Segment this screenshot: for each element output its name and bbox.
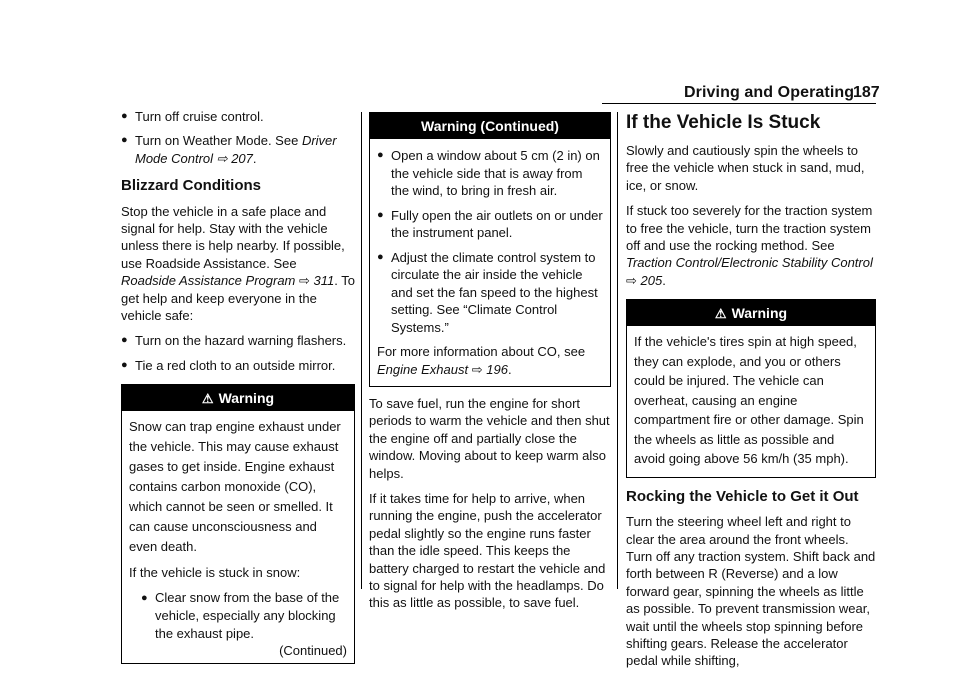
- warning-triangle-icon: ⚠: [714, 306, 727, 322]
- paragraph: For more information about CO, see Engine Exhaust ⇨ 196.: [377, 344, 586, 377]
- page-ref-number[interactable]: 196: [486, 361, 508, 377]
- warning-header: ⚠ Warning: [627, 300, 875, 326]
- column-divider: [617, 112, 618, 589]
- page-ref-number[interactable]: 205: [640, 272, 663, 288]
- column-2: [369, 112, 611, 620]
- bullet-icon: ●: [121, 334, 128, 347]
- warning-header: ⚠ Warning: [122, 385, 354, 411]
- warning-body: [122, 411, 354, 663]
- bullet-icon: ●: [121, 110, 128, 122]
- section-heading: Blizzard Conditions: [121, 177, 261, 195]
- bullet-icon: ●: [141, 592, 148, 605]
- cross-reference-link[interactable]: Traction Control/Electronic Stability Control: [626, 255, 873, 271]
- warning-body: [627, 326, 875, 477]
- paragraph: Snow can trap engine exhaust under the vehicle. This may cause exhaust gases to get inside. Engine exhaust contains carbon monoxide (CO), which cannot be seen or smelled. It can cause unconsciousness and even death.: [129, 419, 341, 555]
- column-1: [121, 108, 355, 672]
- paragraph: Turn the steering wheel left and right to clear the area around the front wheels. Turn off any traction system. Shift back and forth between R (Reverse) and a low forward gear, spinning the wheels as little as possible. To prevent transmission wear, wait until the wheels stop spinning before shifting gears. Release the accelerator pedal while shifting,: [626, 514, 876, 669]
- page-ref-icon: ⇨: [626, 272, 637, 288]
- cross-reference-link[interactable]: Driver Mode Control: [135, 133, 337, 166]
- list-item: ● Turn off cruise control.: [121, 109, 264, 124]
- section-title: If the Vehicle Is Stuck: [626, 112, 821, 133]
- header-rule: [602, 103, 876, 104]
- bullet-icon: ●: [377, 250, 384, 263]
- paragraph: If stuck too severely for the traction system to free the vehicle, turn the traction system off and use the rocking method. See Traction Control/Electronic Stability Control ⇨ 205.: [626, 203, 873, 288]
- warning-header: Warning (Continued): [370, 113, 610, 139]
- warning-box: [369, 112, 611, 387]
- page-ref-icon: ⇨: [216, 150, 228, 166]
- list-item: ● Turn on the hazard warning flashers.: [121, 333, 347, 349]
- paragraph: Stop the vehicle in a safe place and signal for help. Stay with the vehicle unless there is help nearby. If possible, use Roadside Assistance. See Roadside Assistance Program ⇨ 311. To get help and keep everyone in the vehicle safe:: [121, 203, 355, 324]
- warning-triangle-icon: ⚠: [201, 391, 214, 407]
- bullet-icon: ●: [121, 134, 128, 147]
- section-heading: Rocking the Vehicle to Get it Out: [626, 487, 859, 505]
- bullet-icon: ●: [377, 149, 384, 161]
- list-item: ● Fully open the air outlets on or under the instrument panel.: [377, 207, 603, 240]
- list-item: ● Tie a red cloth to an outside mirror.: [121, 357, 336, 373]
- warning-box: [626, 299, 876, 478]
- page-ref-number[interactable]: 311: [313, 273, 335, 289]
- list-item: ● Open a window about 5 cm (2 in) on the vehicle side that is away from the wind, to bring in fresh air.: [377, 148, 600, 198]
- column-divider: [361, 112, 362, 589]
- paragraph: Slowly and cautiously spin the wheels to free the vehicle when stuck in sand, mud, ice, or snow.: [626, 143, 865, 193]
- page-ref-icon: ⇨: [471, 361, 483, 377]
- paragraph: If it takes time for help to arrive, when running the engine, push the accelerator pedal slightly so the engine runs faster than the idle speed. This keeps the battery charged to restart the vehicle and to signal for help with the headlamps. Do this as little as possible, to save fuel.: [369, 491, 606, 611]
- cross-reference-link[interactable]: Engine Exhaust: [377, 361, 469, 377]
- bullet-icon: ●: [377, 208, 384, 221]
- column-3: [626, 112, 876, 678]
- paragraph: To save fuel, run the engine for short periods to warm the vehicle and then shut the engine off and partially close the window. Moving about to keep warm also helps.: [369, 396, 610, 481]
- bullet-icon: ●: [121, 358, 128, 371]
- list-item: ● Clear snow from the base of the vehicle, especially any blocking the exhaust pipe.: [141, 590, 340, 642]
- warning-body: [370, 139, 610, 386]
- paragraph: If the vehicle is stuck in snow:: [129, 565, 301, 581]
- cross-reference-link[interactable]: Roadside Assistance Program: [121, 273, 296, 289]
- list-item: ● Adjust the climate control system to circulate the air inside the vehicle and set the fan speed to the highest setting. See “Climate Control Systems.”: [377, 249, 598, 335]
- continued-label: (Continued): [279, 643, 347, 659]
- section-title: Driving and Operating: [684, 84, 855, 101]
- page-ref-icon: ⇨: [299, 273, 310, 289]
- page-number: 187: [853, 84, 880, 101]
- warning-box: [121, 384, 355, 664]
- page-ref-number[interactable]: 207: [231, 150, 253, 166]
- list-item: ● Turn on Weather Mode. See Driver Mode Control ⇨ 207.: [121, 133, 337, 166]
- paragraph: If the vehicle's tires spin at high speed, they can explode, and you or others could be injured. The vehicle can overheat, causing an engine compartment fire or other damage. Spin the wheels as little as possible and avoid going above 56 km/h (35 mph).: [634, 334, 864, 467]
